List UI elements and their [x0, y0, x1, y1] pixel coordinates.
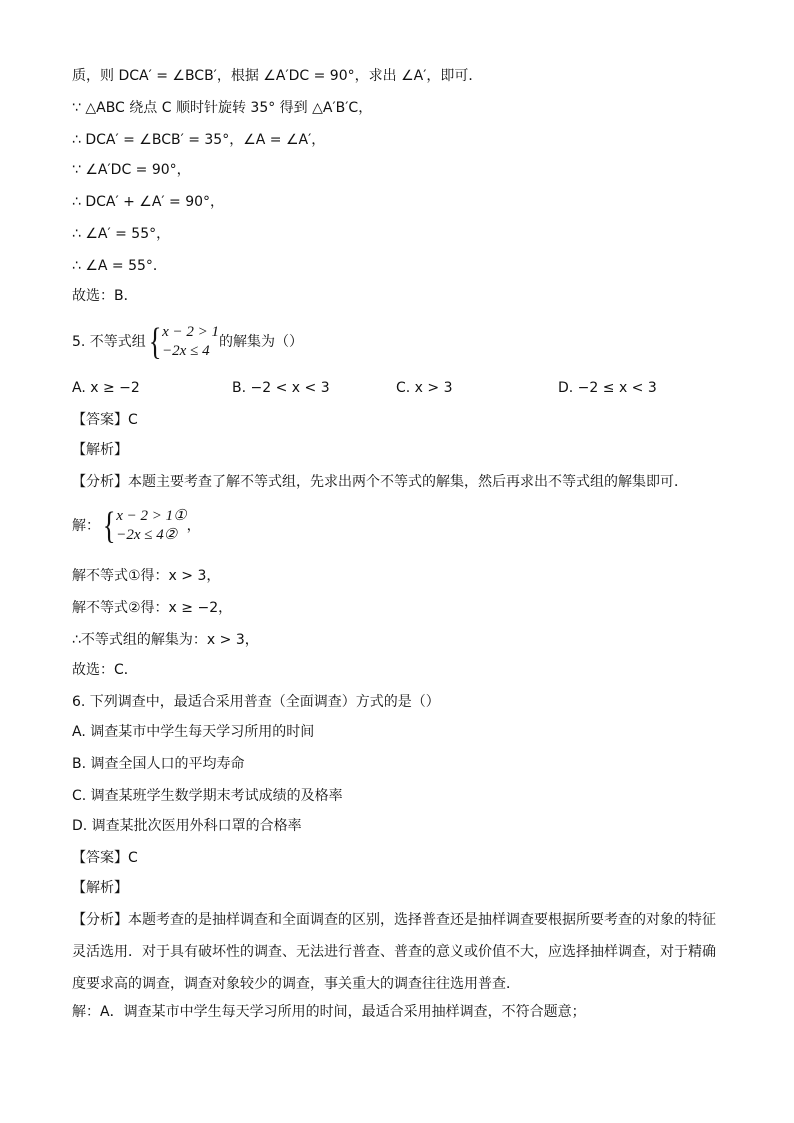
text-line: ∴ ∠A = 55°． [72, 258, 167, 274]
text-line: ∴ DCA′ + ∠A′ = 90°， [72, 194, 225, 210]
solution-suffix: ， [186, 518, 201, 534]
analysis-paragraph: 【分析】本题考查的是抽样调查和全面调查的区别，选择普查还是抽样调查要根据所要考查的对象的特征灵活选用．对于具有破坏性的调查、无法进行普查、普查的意义或价值不大，应选择抽样调查，对于精确度要求高的调查，调查对象较少的调查，事关重大的调查往往选用普查． [72, 912, 716, 992]
solution-prefix: 解： [72, 518, 100, 534]
text-line: 故选：B． [72, 288, 138, 304]
solution-system [72, 506, 201, 546]
answer-label: 【答案】C [72, 850, 138, 866]
inequality-row-2: −2x ≤ 4 [162, 343, 210, 359]
left-brace-icon: { [148, 321, 162, 363]
solution-step: 解不等式②得：x ≥ −2， [72, 600, 233, 616]
solution-step: 解不等式①得：x > 3， [72, 568, 221, 584]
text-line: ∵ ∠A′DC = 90°， [72, 162, 191, 178]
option-a: A. x ≥ −2 [72, 380, 140, 396]
option-d: D. −2 ≤ x < 3 [558, 380, 657, 396]
option-c: C. x > 3 [396, 380, 453, 396]
solution-line: 解：A．调查某市中学生每天学习所用的时间，最适合采用抽样调查，不符合题意； [72, 1004, 586, 1020]
question-5-stem [72, 322, 303, 362]
solution-step: ∴不等式组的解集为：x > 3， [72, 632, 259, 648]
question-5-prefix: 5. 不等式组 [72, 334, 146, 350]
option-c: C. 调查某班学生数学期末考试成绩的及格率 [72, 788, 343, 804]
analysis-header: 【解析】 [72, 880, 128, 896]
text-line: ∴ ∠A′ = 55°， [72, 226, 171, 242]
text-line: 质，则 DCA′ = ∠BCB′，根据 ∠A′DC = 90°，求出 ∠A′，即可． [72, 68, 483, 84]
text-line: ∵ △ABC 绕点 C 顺时针旋转 35° 得到 △A′B′C， [72, 100, 373, 116]
inequality-row-1: x − 2 > 1 [162, 324, 219, 340]
text-line: ∴ DCA′ = ∠BCB′ = 35°，∠A = ∠A′， [72, 132, 326, 148]
option-d: D. 调查某批次医用外科口罩的合格率 [72, 818, 302, 834]
left-brace-icon: { [102, 505, 116, 547]
question-6-stem: 6. 下列调查中，最适合采用普查（全面调查）方式的是（） [72, 694, 440, 710]
question-5-suffix: 的解集为（） [218, 334, 303, 350]
analysis-text: 【分析】本题主要考查了解不等式组，先求出两个不等式的解集，然后再求出不等式组的解集即可． [72, 474, 688, 490]
solution-row-2: −2x ≤ 4② [116, 527, 178, 543]
inequality-system [146, 323, 219, 361]
solution-row-1: x − 2 > 1① [116, 508, 187, 524]
option-b: B. 调查全国人口的平均寿命 [72, 756, 245, 772]
option-b: B. −2 < x < 3 [232, 380, 330, 396]
option-a: A. 调查某市中学生每天学习所用的时间 [72, 724, 315, 740]
answer-label: 【答案】C [72, 412, 138, 428]
choose-text: 故选：C． [72, 662, 138, 678]
analysis-header: 【解析】 [72, 442, 128, 458]
solution-inequality-system [100, 507, 187, 545]
